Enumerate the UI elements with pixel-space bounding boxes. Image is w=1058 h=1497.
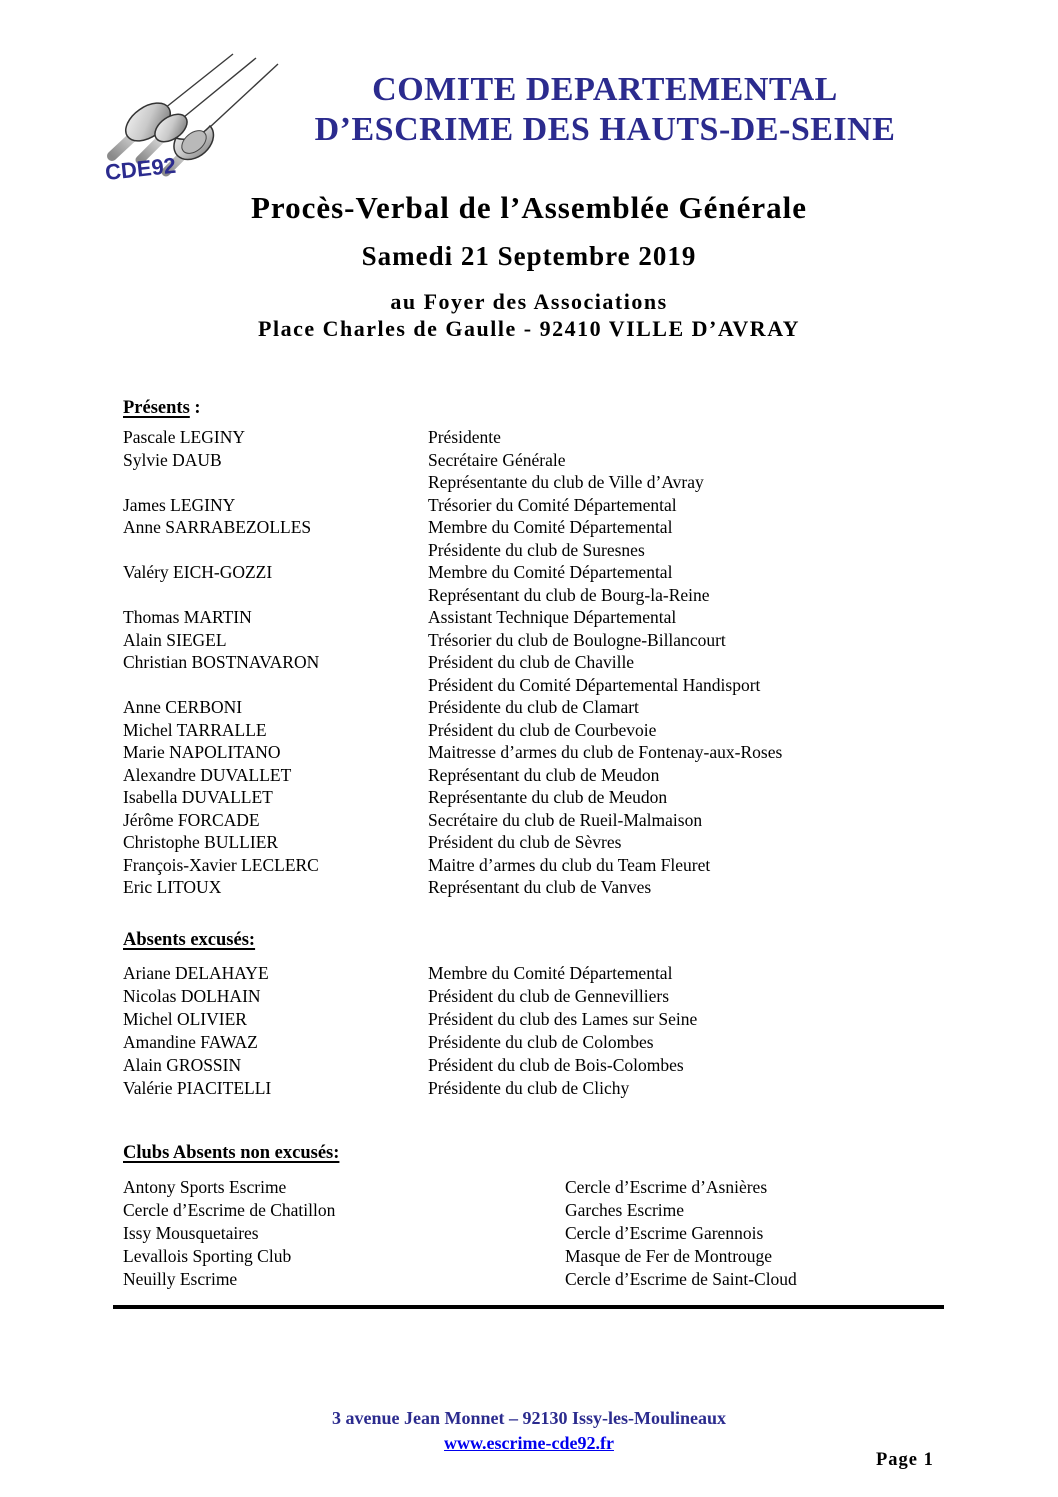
person-role: Président du club de Courbevoie <box>428 719 657 740</box>
attendee-row <box>123 539 953 562</box>
attendee-row <box>123 651 953 674</box>
club-name: Cercle d’Escrime Garennois <box>565 1223 764 1243</box>
person-name: Alain SIEGEL <box>123 629 227 650</box>
person-role: Présidente du club de Suresnes <box>428 539 645 560</box>
person-role: Président du club de Chaville <box>428 652 635 672</box>
person-name: James LEGINY <box>123 494 236 515</box>
attendee-row <box>123 471 953 494</box>
person-name: Valérie PIACITELLI <box>123 1078 272 1098</box>
person-role: Présidente <box>428 427 501 447</box>
attendee-row <box>123 629 953 652</box>
person-name: Thomas MARTIN <box>123 607 252 627</box>
person-role: Représentante du club de Meudon <box>428 787 668 807</box>
person-role: Président du club des Lames sur Seine <box>428 1009 698 1029</box>
page-title: Procès-Verbal de l’Assemblée Générale <box>250 190 808 225</box>
attendee-row <box>123 674 953 697</box>
club-name: Neuilly Escrime <box>123 1269 238 1289</box>
person-name: Michel OLIVIER <box>123 1009 247 1029</box>
person-role: Présidente du club de Clamart <box>428 697 639 717</box>
attendee-row <box>123 985 953 1008</box>
presents-heading-line <box>123 398 953 419</box>
attendee-row <box>123 786 953 809</box>
attendee-row <box>123 719 953 742</box>
club-name: Levallois Sporting Club <box>123 1246 292 1266</box>
logo-text: CDE92 <box>103 152 178 185</box>
section-absents <box>123 930 953 1100</box>
person-role: Représentant du club de Bourg-la-Reine <box>428 584 710 605</box>
section-presents <box>123 398 953 899</box>
attendee-row <box>123 831 953 854</box>
attendee-row <box>123 494 953 517</box>
presents-heading: Présents <box>123 398 190 418</box>
person-name <box>123 674 428 697</box>
section-clubs-absents <box>123 1143 953 1291</box>
clubs-absents-heading: Clubs Absents non excusés: <box>123 1143 340 1163</box>
person-role: Membre du Comité Départemental <box>428 517 673 537</box>
attendee-row <box>123 696 953 719</box>
attendee-row <box>123 809 953 832</box>
website-link[interactable]: www.escrime-cde92.fr <box>444 1433 614 1453</box>
person-role: Présidente du club de Clichy <box>428 1078 630 1098</box>
attendee-row <box>123 1077 953 1100</box>
presents-heading-colon: : <box>189 398 201 418</box>
person-role: Trésorier du Comité Départemental <box>428 494 677 515</box>
person-role: Représentant du club de Meudon <box>428 764 660 785</box>
organization-title <box>255 70 955 150</box>
attendee-row <box>123 516 953 539</box>
attendee-row <box>123 854 953 877</box>
attendee-row <box>123 1008 953 1031</box>
person-name <box>123 539 428 562</box>
person-role: Président du Comité Départemental Handisport <box>428 674 761 695</box>
person-name: Alain GROSSIN <box>123 1055 242 1075</box>
attendee-row <box>123 1054 953 1077</box>
org-title-line1: COMITE DEPARTEMENTAL <box>372 71 838 108</box>
page-number: Page 1 <box>876 1450 934 1470</box>
attendee-row <box>123 606 953 629</box>
person-name: François-Xavier LECLERC <box>123 854 319 875</box>
person-name: Sylvie DAUB <box>123 449 222 470</box>
person-role: Maitresse d’armes du club de Fontenay-aux-Roses <box>428 742 783 762</box>
clubs-column-left <box>123 1176 565 1291</box>
club-name: Antony Sports Escrime <box>123 1177 287 1197</box>
person-role: Membre du Comité Départemental <box>428 963 673 983</box>
person-role: Membre du Comité Départemental <box>428 562 673 582</box>
venue-line2: Place Charles de Gaulle - 92410 VILLE D’AVRAY <box>258 316 800 341</box>
venue-line1: au Foyer des Associations <box>390 289 668 314</box>
club-name: Issy Mousquetaires <box>123 1223 259 1243</box>
person-name: Ariane DELAHAYE <box>123 963 269 983</box>
attendee-row <box>123 764 953 787</box>
person-name: Michel TARRALLE <box>123 719 267 740</box>
page-footer <box>0 1408 1058 1454</box>
person-name: Anne SARRABEZOLLES <box>123 517 312 537</box>
person-name: Pascale LEGINY <box>123 427 245 447</box>
person-role: Présidente du club de Colombes <box>428 1032 654 1052</box>
person-name: Valéry EICH-GOZZI <box>123 562 273 582</box>
footer-divider <box>113 1305 944 1309</box>
absents-heading: Absents excusés: <box>123 930 256 950</box>
presents-list <box>123 426 953 899</box>
club-name: Cercle d’Escrime de Saint-Cloud <box>565 1269 797 1289</box>
club-name: Cercle d’Escrime de Chatillon <box>123 1200 336 1220</box>
attendee-row <box>123 1031 953 1054</box>
attendee-row <box>123 561 953 584</box>
person-name: Isabella DUVALLET <box>123 787 273 807</box>
person-name: Amandine FAWAZ <box>123 1032 258 1052</box>
person-name: Alexandre DUVALLET <box>123 764 292 785</box>
attendee-row <box>123 741 953 764</box>
attendee-row <box>123 876 953 899</box>
person-name: Jérôme FORCADE <box>123 809 260 830</box>
person-role: Représentante du club de Ville d’Avray <box>428 472 704 492</box>
clubs-columns <box>123 1176 953 1291</box>
club-name: Cercle d’Escrime d’Asnières <box>565 1177 768 1197</box>
person-name <box>123 471 428 494</box>
person-name <box>123 584 428 607</box>
person-name: Eric LITOUX <box>123 877 222 897</box>
meeting-date: Samedi 21 Septembre 2019 <box>361 241 697 271</box>
person-role: Maitre d’armes du club du Team Fleuret <box>428 854 711 875</box>
person-role: Secrétaire du club de Rueil-Malmaison <box>428 809 703 830</box>
attendee-row <box>123 449 953 472</box>
person-role: Président du club de Bois-Colombes <box>428 1055 684 1075</box>
person-role: Secrétaire Générale <box>428 449 566 470</box>
absents-list <box>123 962 953 1100</box>
club-name: Garches Escrime <box>565 1200 685 1220</box>
footer-address: 3 avenue Jean Monnet – 92130 Issy-les-Moulineaux <box>331 1408 726 1428</box>
club-name: Masque de Fer de Montrouge <box>565 1246 773 1266</box>
attendee-row <box>123 426 953 449</box>
person-role: Président du club de Sèvres <box>428 832 622 852</box>
document-title-block <box>0 190 1058 342</box>
person-name: Anne CERBONI <box>123 697 243 717</box>
person-role: Trésorier du club de Boulogne-Billancourt <box>428 629 726 650</box>
person-role: Président du club de Gennevilliers <box>428 986 670 1006</box>
person-role: Représentant du club de Vanves <box>428 877 652 897</box>
person-name: Christian BOSTNAVARON <box>123 652 320 672</box>
attendee-row <box>123 584 953 607</box>
person-name: Christophe BULLIER <box>123 832 279 852</box>
person-name: Marie NAPOLITANO <box>123 742 281 762</box>
attendee-row <box>123 962 953 985</box>
person-role: Assistant Technique Départemental <box>428 607 677 627</box>
person-name: Nicolas DOLHAIN <box>123 986 261 1006</box>
org-title-line2: D’ESCRIME DES HAUTS-DE-SEINE <box>314 111 896 148</box>
clubs-column-right <box>565 1176 1007 1291</box>
